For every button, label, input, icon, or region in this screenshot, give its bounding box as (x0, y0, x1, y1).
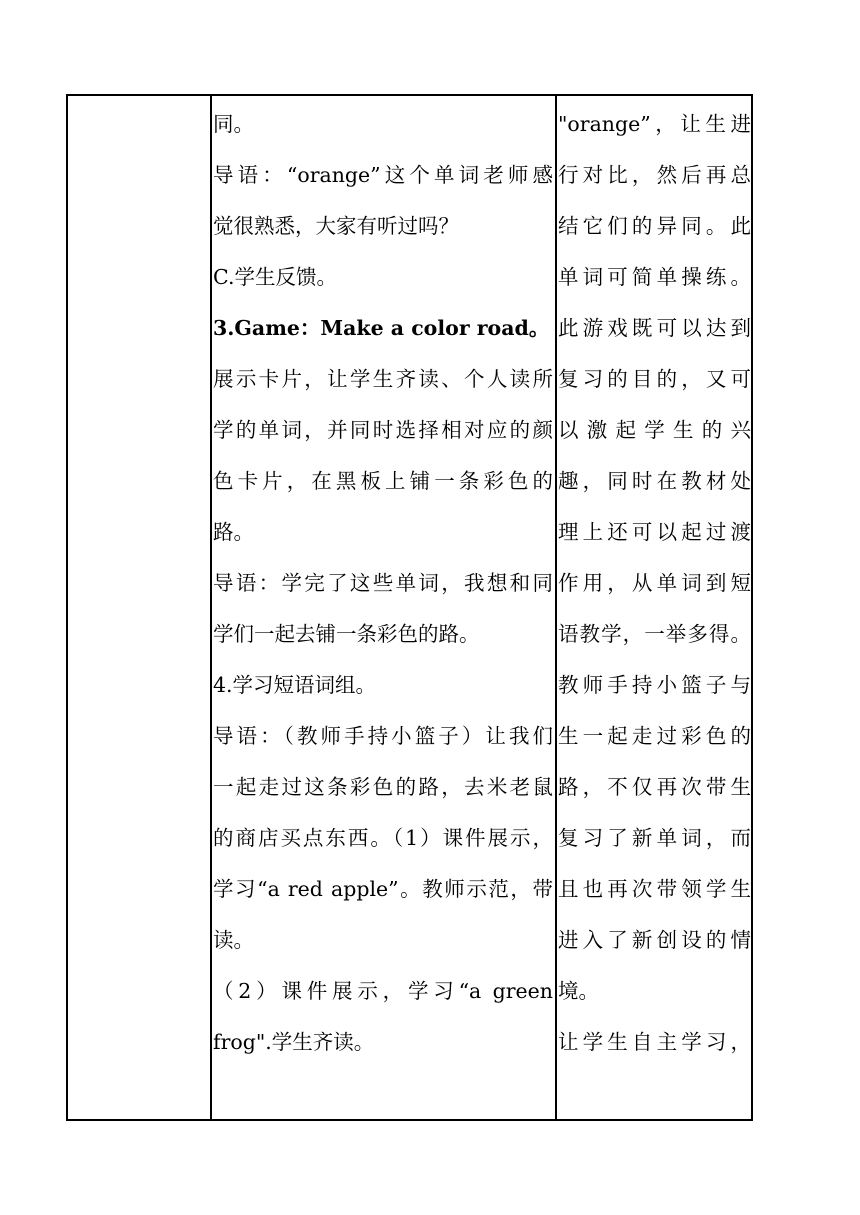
purpose-line: 此游戏既可以达到 (558, 316, 751, 340)
activity-line: 觉很熟悉，大家有听过吗？ (213, 214, 459, 238)
purpose-line: 复习的目的，又可 (558, 367, 751, 391)
purpose-line: 让学生自主学习， (558, 1030, 751, 1054)
purpose-line: 教师手持小篮子与 (558, 673, 751, 697)
activity-line: 路。 (213, 520, 254, 544)
design-intent-column (558, 96, 751, 1119)
activity-line: 学习“a red apple”。教师示范，带 (213, 877, 553, 901)
column-divider (210, 96, 212, 1119)
activity-line: 色卡片，在黑板上铺一条彩色的 (213, 469, 553, 493)
activity-line: （2）课件展示，学习“a green (213, 979, 553, 1003)
purpose-line: 语教学，一举多得。 (558, 622, 751, 646)
activity-heading-phrases: 4.学习短语词组。 (213, 673, 377, 697)
purpose-line: 理上还可以起过渡 (558, 520, 751, 544)
activity-line: 学的单词，并同时选择相对应的颜 (213, 418, 553, 442)
purpose-line: 作用，从单词到短 (558, 571, 751, 595)
purpose-line: 境。 (558, 979, 599, 1003)
activity-line: frog".学生齐读。 (213, 1030, 375, 1054)
activity-line: 展示卡片，让学生齐读、个人读所 (213, 367, 553, 391)
purpose-line: 行对比，然后再总 (558, 163, 751, 187)
activity-heading-game: 3.Game：Make a color road。 (213, 316, 550, 340)
purpose-line: 结它们的异同。此 (558, 214, 751, 238)
activity-line: 读。 (213, 928, 254, 952)
purpose-line: 进入了新创设的情 (558, 928, 751, 952)
activity-line: 的商店买点东西。（1）课件展示， (213, 826, 553, 850)
purpose-line: 生一起走过彩色的 (558, 724, 751, 748)
activity-line: 导语：“orange”这个单词老师感 (213, 163, 553, 187)
teaching-activity-column (213, 96, 553, 1119)
activity-line: C.学生反馈。 (213, 265, 337, 289)
purpose-line: 以 激 起 学 生 的 兴 (558, 418, 751, 442)
activity-line: 同。 (213, 112, 254, 136)
activity-line: 导语：（教师手持小篮子）让我们 (213, 724, 553, 748)
purpose-line: 单词可简单操练。 (558, 265, 751, 289)
activity-line: 学们一起去铺一条彩色的路。 (213, 622, 480, 646)
purpose-line: 路，不仅再次带生 (558, 775, 751, 799)
column-divider (555, 96, 557, 1119)
purpose-line: 复习了新单词，而 (558, 826, 751, 850)
document-table (66, 94, 753, 1121)
activity-line: 导语：学完了这些单词，我想和同 (213, 571, 553, 595)
purpose-line: 趣，同时在教材处 (558, 469, 751, 493)
purpose-line: "orange”，让生进 (558, 112, 751, 136)
purpose-line: 且也再次带领学生 (558, 877, 751, 901)
activity-line: 一起走过这条彩色的路，去米老鼠 (213, 775, 553, 799)
